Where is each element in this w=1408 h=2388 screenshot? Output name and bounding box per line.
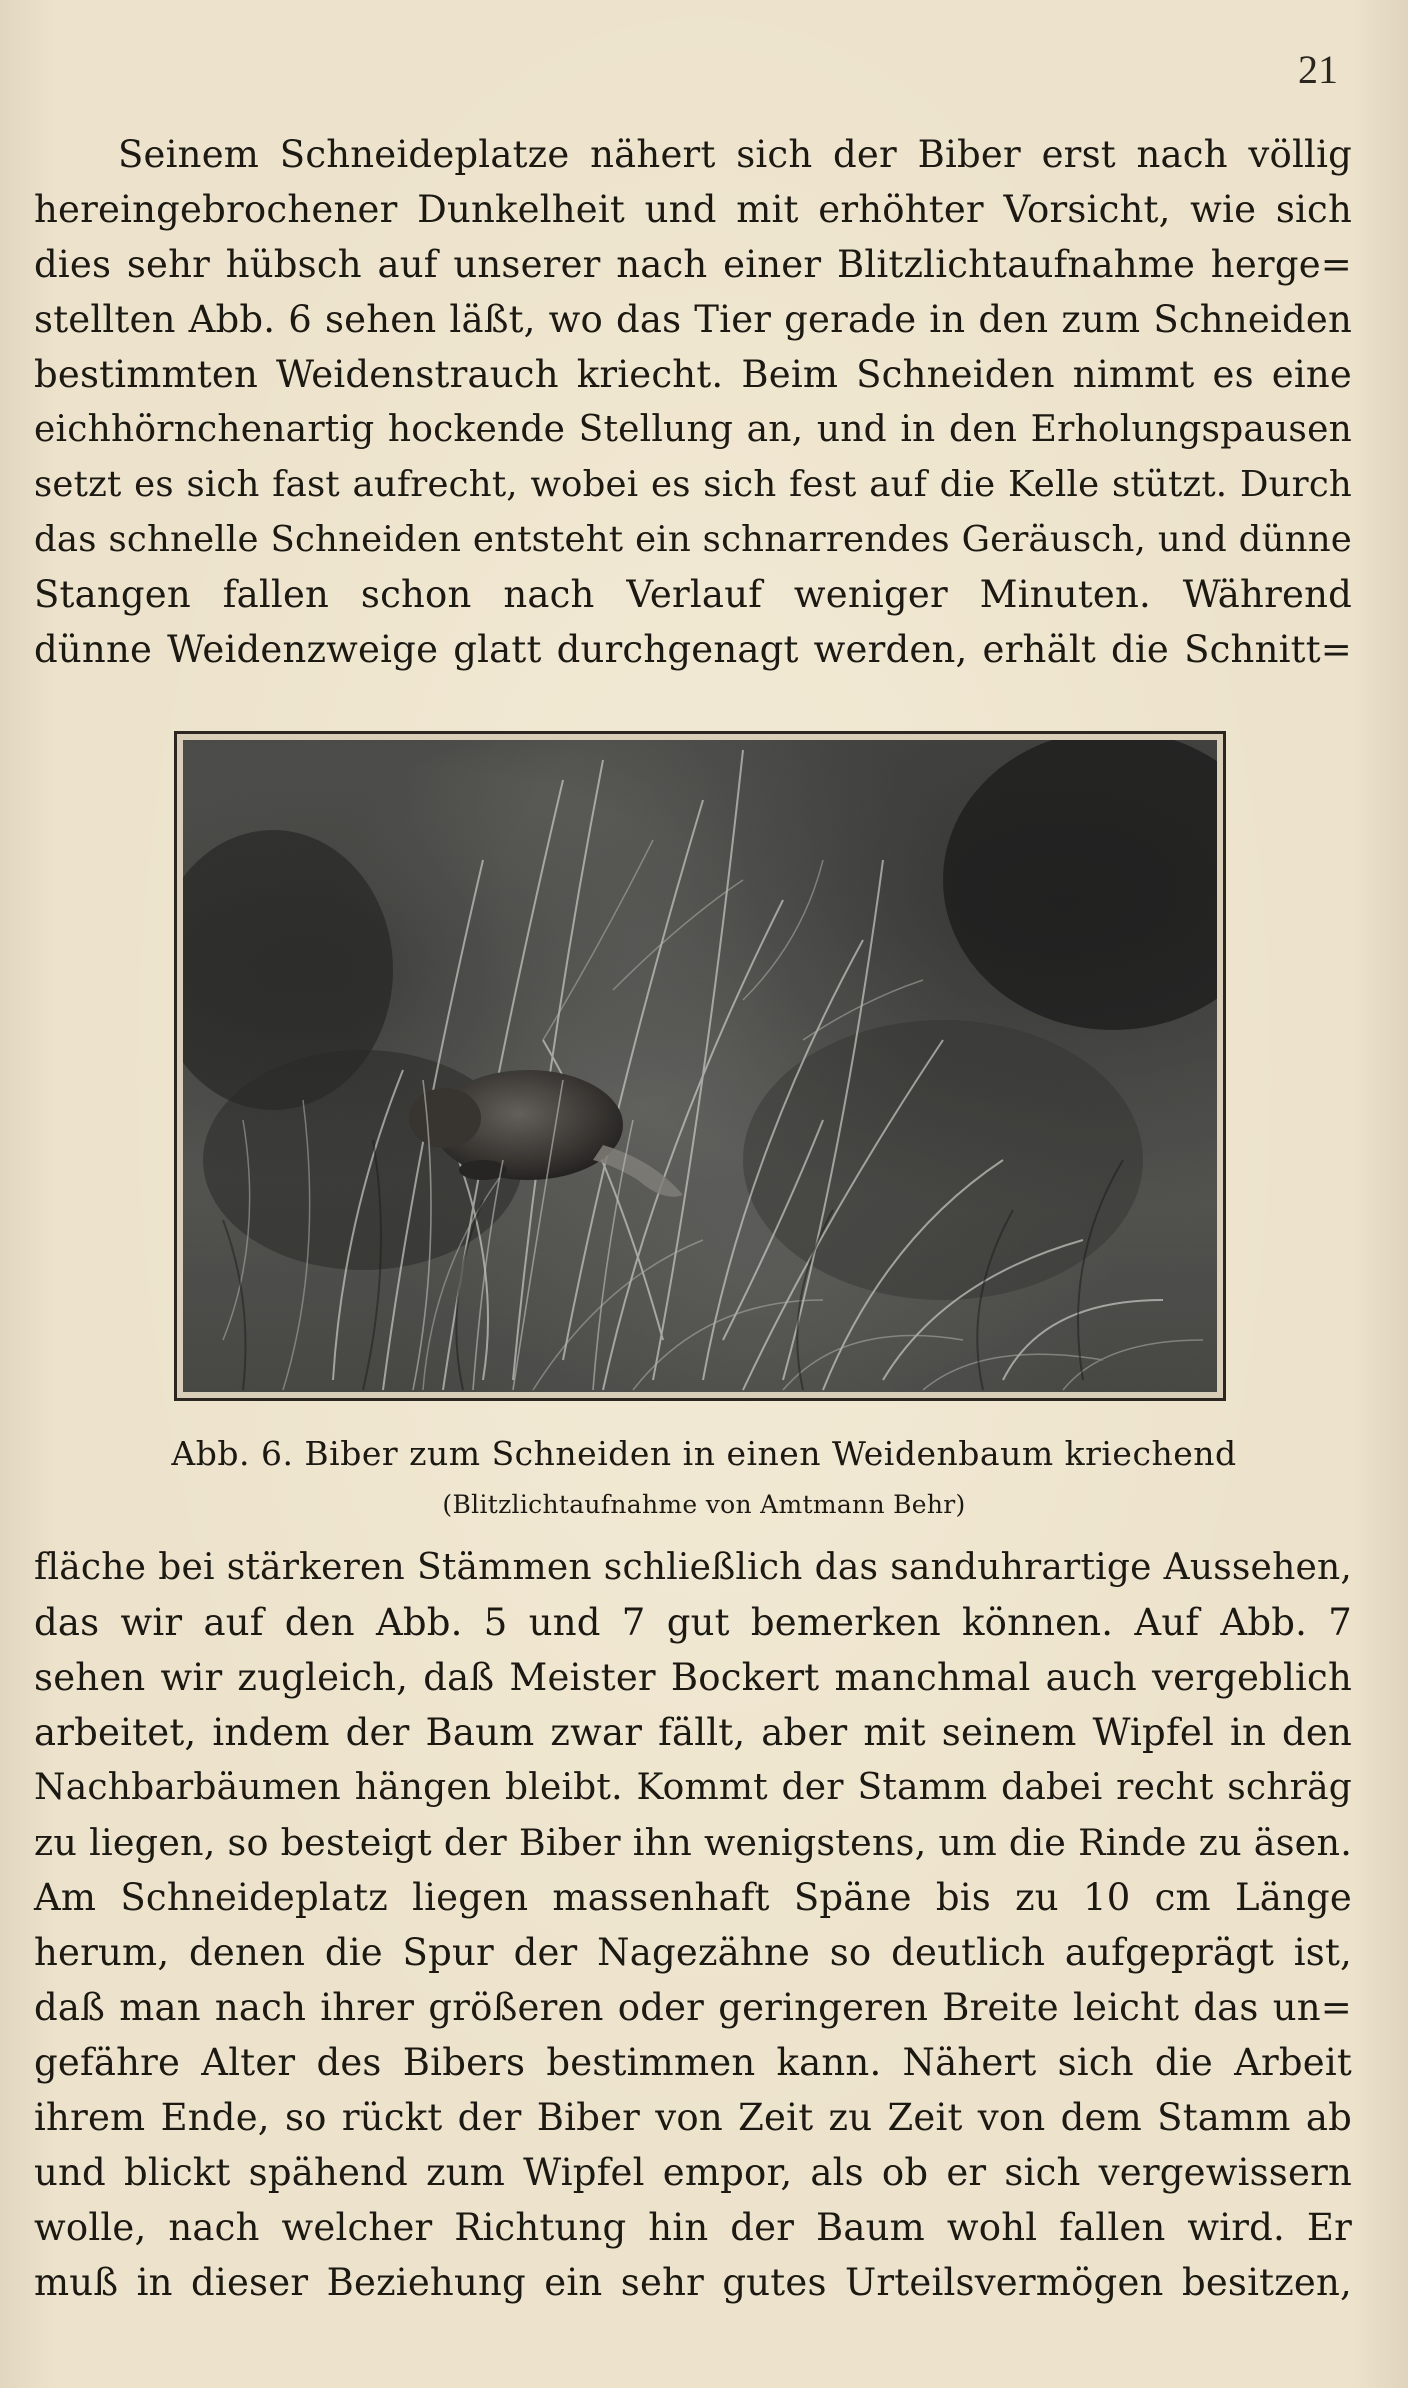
text-line: und blickt spähend zum Wipfel empor, als ob er sich vergewissern xyxy=(34,2151,1352,2194)
text-line: eichhörnchenartig hockende Stellung an, und in den Erholungspausen xyxy=(34,409,1352,450)
text-line: Stangen fallen schon nach Verlauf weniger Minuten. Während xyxy=(34,573,1352,616)
text-line: Nachbarbäumen hängen bleibt. Kommt der Stamm dabei recht schräg xyxy=(34,1767,1352,1808)
beaver-photo xyxy=(183,740,1217,1392)
grass-beaver-illustration xyxy=(183,740,1217,1392)
text-line: stellten Abb. 6 sehen läßt, wo das Tier gerade in den zum Schneiden xyxy=(34,298,1352,341)
body-text-top xyxy=(34,127,1352,677)
text-line: Seinem Schneideplatze nähert sich der Biber erst nach völlig xyxy=(118,133,1352,176)
text-line: bestimmten Weidenstrauch kriecht. Beim Schneiden nimmt es eine xyxy=(34,353,1352,396)
figure-credit: (Blitzlichtaufnahme von Amtmann Behr) xyxy=(442,1490,966,1519)
text-line: dies sehr hübsch auf unserer nach einer Blitzlichtaufnahme herge= xyxy=(34,243,1352,286)
text-line: ihrem Ende, so rückt der Biber von Zeit zu Zeit von dem Stamm ab xyxy=(34,2096,1352,2139)
text-line: setzt es sich fast aufrecht, wobei es sich fest auf die Kelle stützt. Durch xyxy=(34,464,1352,505)
text-line: daß man nach ihrer größeren oder geringeren Breite leicht das un= xyxy=(34,1986,1352,2029)
text-line: wolle, nach welcher Richtung hin der Baum wohl fallen wird. Er xyxy=(34,2206,1352,2249)
figure-caption: Abb. 6. Biber zum Schneiden in einen Weidenbaum kriechend xyxy=(171,1434,1237,1473)
text-line: das wir auf den Abb. 5 und 7 gut bemerken können. Auf Abb. 7 xyxy=(34,1601,1352,1644)
body-text-bottom xyxy=(34,1540,1352,2310)
text-line: zu liegen, so besteigt der Biber ihn wenigstens, um die Rinde zu äsen. xyxy=(34,1821,1352,1864)
text-line: gefähre Alter des Bibers bestimmen kann. Nähert sich die Arbeit xyxy=(34,2041,1352,2084)
text-line: herum, denen die Spur der Nagezähne so deutlich aufgeprägt ist, xyxy=(34,1931,1352,1974)
text-line: hereingebrochener Dunkelheit und mit erhöhter Vorsicht, wie sich xyxy=(34,188,1352,231)
text-line: dünne Weidenzweige glatt durchgenagt werden, erhält die Schnitt= xyxy=(34,628,1352,671)
text-line: fläche bei stärkeren Stämmen schließlich das sanduhrartige Aussehen, xyxy=(34,1547,1352,1588)
text-line: Am Schneideplatz liegen massenhaft Späne bis zu 10 cm Länge xyxy=(34,1876,1352,1919)
text-line: arbeitet, indem der Baum zwar fällt, aber mit seinem Wipfel in den xyxy=(34,1711,1352,1754)
text-line: muß in dieser Beziehung ein sehr gutes Urteilsvermögen besitzen, xyxy=(34,2261,1352,2304)
text-line: das schnelle Schneiden entsteht ein schnarrendes Geräusch, und dünne xyxy=(34,519,1352,560)
text-line: sehen wir zugleich, daß Meister Bockert manchmal auch vergeblich xyxy=(34,1656,1352,1699)
page-number: 21 xyxy=(1298,47,1338,92)
figure-photo-frame xyxy=(174,731,1226,1401)
